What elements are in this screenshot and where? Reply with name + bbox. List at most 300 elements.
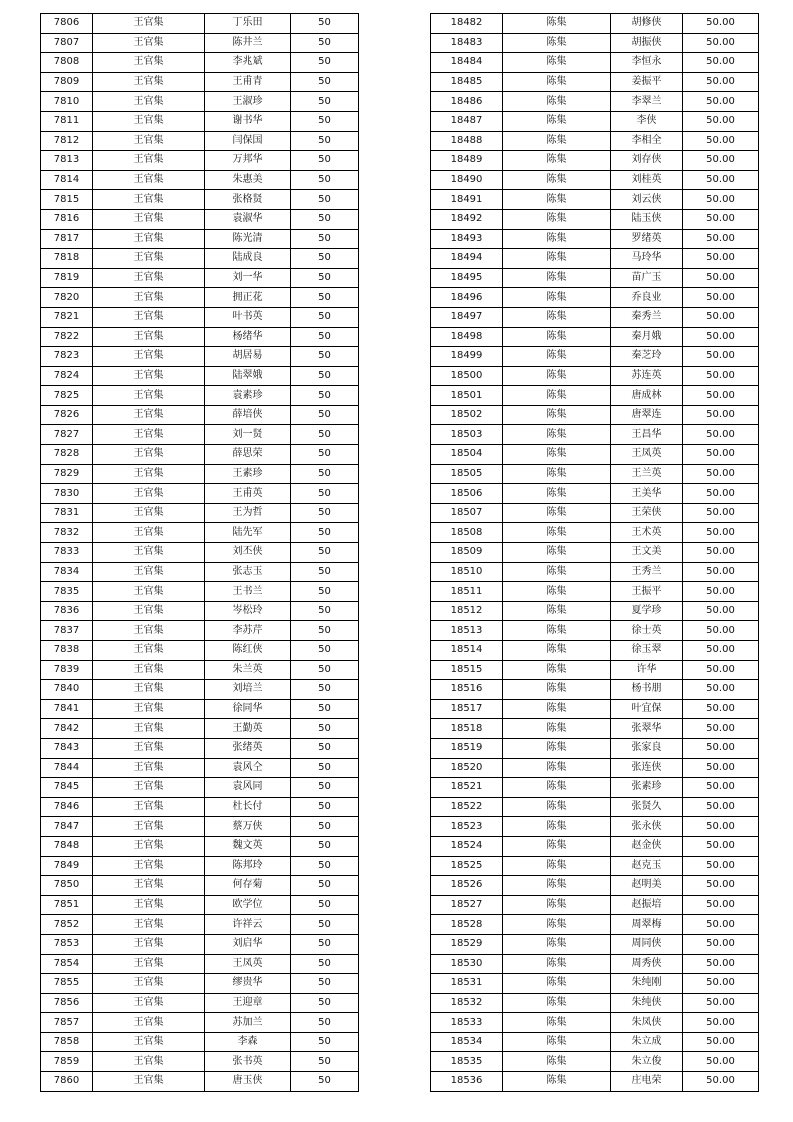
village-cell: 王官集 xyxy=(93,699,205,719)
village-cell: 陈集 xyxy=(503,288,611,308)
village-cell: 王官集 xyxy=(93,1072,205,1092)
table-row xyxy=(431,131,759,151)
name-cell: 胡修侠 xyxy=(611,14,683,34)
id-cell: 7824 xyxy=(41,366,93,386)
id-cell: 7851 xyxy=(41,895,93,915)
village-cell: 王官集 xyxy=(93,562,205,582)
table-row xyxy=(431,249,759,269)
village-cell: 王官集 xyxy=(93,327,205,347)
name-cell: 唐翠连 xyxy=(611,405,683,425)
amount-cell: 50 xyxy=(291,993,359,1013)
village-cell: 王官集 xyxy=(93,268,205,288)
amount-cell: 50 xyxy=(291,72,359,92)
amount-cell: 50 xyxy=(291,680,359,700)
table-row xyxy=(431,386,759,406)
village-cell: 王官集 xyxy=(93,209,205,229)
id-cell: 7819 xyxy=(41,268,93,288)
id-cell: 7806 xyxy=(41,14,93,34)
village-cell: 陈集 xyxy=(503,993,611,1013)
village-cell: 王官集 xyxy=(93,601,205,621)
name-cell: 杜长付 xyxy=(205,797,291,817)
name-cell: 李苏芹 xyxy=(205,621,291,641)
table-row xyxy=(41,738,359,758)
id-cell: 18492 xyxy=(431,209,503,229)
name-cell: 李翠兰 xyxy=(611,92,683,112)
table-row xyxy=(41,856,359,876)
village-cell: 王官集 xyxy=(93,307,205,327)
name-cell: 王美华 xyxy=(611,484,683,504)
table-row xyxy=(431,1013,759,1033)
id-cell: 18510 xyxy=(431,562,503,582)
amount-cell: 50.00 xyxy=(683,484,759,504)
id-cell: 18486 xyxy=(431,92,503,112)
village-cell: 陈集 xyxy=(503,974,611,994)
name-cell: 王凤英 xyxy=(205,954,291,974)
name-cell: 许华 xyxy=(611,660,683,680)
id-cell: 18524 xyxy=(431,836,503,856)
id-cell: 7816 xyxy=(41,209,93,229)
table-row xyxy=(41,993,359,1013)
name-cell: 陈井兰 xyxy=(205,33,291,53)
table-row xyxy=(431,14,759,34)
table-row xyxy=(41,699,359,719)
id-cell: 7814 xyxy=(41,170,93,190)
id-cell: 18529 xyxy=(431,934,503,954)
amount-cell: 50.00 xyxy=(683,582,759,602)
name-cell: 杨书朋 xyxy=(611,680,683,700)
id-cell: 7831 xyxy=(41,503,93,523)
id-cell: 7850 xyxy=(41,876,93,896)
name-cell: 赵金侠 xyxy=(611,836,683,856)
id-cell: 18503 xyxy=(431,425,503,445)
table-row xyxy=(41,425,359,445)
name-cell: 张永侠 xyxy=(611,817,683,837)
name-cell: 陈红侠 xyxy=(205,641,291,661)
name-cell: 叶书英 xyxy=(205,307,291,327)
table-row xyxy=(431,33,759,53)
id-cell: 18493 xyxy=(431,229,503,249)
name-cell: 夏学珍 xyxy=(611,601,683,621)
table-row xyxy=(431,425,759,445)
amount-cell: 50.00 xyxy=(683,915,759,935)
village-cell: 陈集 xyxy=(503,249,611,269)
id-cell: 18515 xyxy=(431,660,503,680)
amount-cell: 50.00 xyxy=(683,503,759,523)
amount-cell: 50.00 xyxy=(683,974,759,994)
village-cell: 陈集 xyxy=(503,484,611,504)
amount-cell: 50.00 xyxy=(683,33,759,53)
amount-cell: 50.00 xyxy=(683,92,759,112)
table-row xyxy=(431,954,759,974)
village-cell: 陈集 xyxy=(503,445,611,465)
name-cell: 刘桂英 xyxy=(611,170,683,190)
table-row xyxy=(41,836,359,856)
amount-cell: 50 xyxy=(291,464,359,484)
name-cell: 陆先军 xyxy=(205,523,291,543)
amount-cell: 50.00 xyxy=(683,601,759,621)
table-row xyxy=(41,797,359,817)
table-row xyxy=(431,53,759,73)
table-row xyxy=(41,53,359,73)
id-cell: 18514 xyxy=(431,641,503,661)
village-cell: 陈集 xyxy=(503,190,611,210)
id-cell: 7826 xyxy=(41,405,93,425)
village-cell: 陈集 xyxy=(503,680,611,700)
name-cell: 朱纯侠 xyxy=(611,993,683,1013)
id-cell: 18500 xyxy=(431,366,503,386)
village-cell: 陈集 xyxy=(503,229,611,249)
table-row xyxy=(41,974,359,994)
village-cell: 陈集 xyxy=(503,660,611,680)
table-row xyxy=(431,327,759,347)
village-cell: 王官集 xyxy=(93,719,205,739)
name-cell: 薛培侠 xyxy=(205,405,291,425)
amount-cell: 50 xyxy=(291,366,359,386)
amount-cell: 50 xyxy=(291,719,359,739)
amount-cell: 50 xyxy=(291,347,359,367)
table-row xyxy=(41,484,359,504)
amount-cell: 50.00 xyxy=(683,817,759,837)
village-cell: 陈集 xyxy=(503,836,611,856)
village-cell: 王官集 xyxy=(93,14,205,34)
village-cell: 王官集 xyxy=(93,347,205,367)
table-row xyxy=(431,915,759,935)
amount-cell: 50.00 xyxy=(683,209,759,229)
name-cell: 袁风同 xyxy=(205,778,291,798)
table-row xyxy=(431,974,759,994)
table-row xyxy=(431,268,759,288)
amount-cell: 50 xyxy=(291,1032,359,1052)
id-cell: 18506 xyxy=(431,484,503,504)
name-cell: 朱立成 xyxy=(611,1032,683,1052)
name-cell: 徐同华 xyxy=(205,699,291,719)
name-cell: 朱纯刚 xyxy=(611,974,683,994)
name-cell: 叶宜保 xyxy=(611,699,683,719)
amount-cell: 50 xyxy=(291,660,359,680)
id-cell: 18497 xyxy=(431,307,503,327)
id-cell: 7860 xyxy=(41,1072,93,1092)
id-cell: 18512 xyxy=(431,601,503,621)
table-row xyxy=(431,719,759,739)
village-cell: 陈集 xyxy=(503,621,611,641)
table-row xyxy=(41,288,359,308)
id-cell: 7827 xyxy=(41,425,93,445)
table-row xyxy=(431,641,759,661)
amount-cell: 50 xyxy=(291,621,359,641)
id-cell: 18513 xyxy=(431,621,503,641)
id-cell: 18534 xyxy=(431,1032,503,1052)
amount-cell: 50 xyxy=(291,797,359,817)
name-cell: 胡居易 xyxy=(205,347,291,367)
village-cell: 王官集 xyxy=(93,92,205,112)
village-cell: 陈集 xyxy=(503,209,611,229)
amount-cell: 50.00 xyxy=(683,719,759,739)
name-cell: 王勤英 xyxy=(205,719,291,739)
table-row xyxy=(41,895,359,915)
id-cell: 18521 xyxy=(431,778,503,798)
table-row xyxy=(41,464,359,484)
village-cell: 陈集 xyxy=(503,934,611,954)
table-row xyxy=(41,641,359,661)
table-row xyxy=(431,190,759,210)
village-cell: 陈集 xyxy=(503,582,611,602)
amount-cell: 50.00 xyxy=(683,366,759,386)
village-cell: 王官集 xyxy=(93,170,205,190)
village-cell: 王官集 xyxy=(93,1032,205,1052)
id-cell: 18502 xyxy=(431,405,503,425)
table-row xyxy=(431,92,759,112)
name-cell: 王文美 xyxy=(611,543,683,563)
table-row xyxy=(431,601,759,621)
id-cell: 18533 xyxy=(431,1013,503,1033)
amount-cell: 50 xyxy=(291,1052,359,1072)
table-row xyxy=(41,366,359,386)
id-cell: 18536 xyxy=(431,1072,503,1092)
name-cell: 朱兰英 xyxy=(205,660,291,680)
table-row xyxy=(41,582,359,602)
name-cell: 王甫英 xyxy=(205,484,291,504)
id-cell: 18526 xyxy=(431,876,503,896)
id-cell: 7825 xyxy=(41,386,93,406)
id-cell: 7842 xyxy=(41,719,93,739)
id-cell: 18509 xyxy=(431,543,503,563)
name-cell: 张志玉 xyxy=(205,562,291,582)
name-cell: 唐成林 xyxy=(611,386,683,406)
id-cell: 18531 xyxy=(431,974,503,994)
amount-cell: 50 xyxy=(291,934,359,954)
village-cell: 王官集 xyxy=(93,582,205,602)
id-cell: 18527 xyxy=(431,895,503,915)
name-cell: 刘云侠 xyxy=(611,190,683,210)
id-cell: 18507 xyxy=(431,503,503,523)
name-cell: 王荣侠 xyxy=(611,503,683,523)
amount-cell: 50 xyxy=(291,817,359,837)
village-cell: 王官集 xyxy=(93,523,205,543)
id-cell: 7820 xyxy=(41,288,93,308)
village-cell: 王官集 xyxy=(93,778,205,798)
id-cell: 7849 xyxy=(41,856,93,876)
name-cell: 马玲华 xyxy=(611,249,683,269)
amount-cell: 50 xyxy=(291,327,359,347)
id-cell: 7856 xyxy=(41,993,93,1013)
id-cell: 18517 xyxy=(431,699,503,719)
id-cell: 18491 xyxy=(431,190,503,210)
id-cell: 18508 xyxy=(431,523,503,543)
id-cell: 7837 xyxy=(41,621,93,641)
name-cell: 陆翠娥 xyxy=(205,366,291,386)
id-cell: 18528 xyxy=(431,915,503,935)
amount-cell: 50 xyxy=(291,386,359,406)
id-cell: 18523 xyxy=(431,817,503,837)
amount-cell: 50 xyxy=(291,405,359,425)
amount-cell: 50.00 xyxy=(683,111,759,131)
table-row xyxy=(41,601,359,621)
name-cell: 魏文英 xyxy=(205,836,291,856)
table-row xyxy=(41,934,359,954)
amount-cell: 50.00 xyxy=(683,778,759,798)
table-row xyxy=(41,190,359,210)
table-row xyxy=(431,1032,759,1052)
table-row xyxy=(41,876,359,896)
amount-cell: 50 xyxy=(291,836,359,856)
village-cell: 王官集 xyxy=(93,288,205,308)
name-cell: 张素珍 xyxy=(611,778,683,798)
table-row xyxy=(431,503,759,523)
name-cell: 陆成良 xyxy=(205,249,291,269)
amount-cell: 50.00 xyxy=(683,386,759,406)
name-cell: 刘培兰 xyxy=(205,680,291,700)
name-cell: 陈光清 xyxy=(205,229,291,249)
name-cell: 王兰英 xyxy=(611,464,683,484)
village-cell: 陈集 xyxy=(503,954,611,974)
village-cell: 陈集 xyxy=(503,1032,611,1052)
name-cell: 李恒永 xyxy=(611,53,683,73)
id-cell: 7855 xyxy=(41,974,93,994)
amount-cell: 50.00 xyxy=(683,856,759,876)
village-cell: 王官集 xyxy=(93,543,205,563)
name-cell: 王迎章 xyxy=(205,993,291,1013)
name-cell: 袁素珍 xyxy=(205,386,291,406)
table-row xyxy=(41,1032,359,1052)
amount-cell: 50.00 xyxy=(683,347,759,367)
amount-cell: 50 xyxy=(291,1072,359,1092)
id-cell: 7857 xyxy=(41,1013,93,1033)
name-cell: 徐士英 xyxy=(611,621,683,641)
amount-cell: 50.00 xyxy=(683,934,759,954)
id-cell: 7821 xyxy=(41,307,93,327)
id-cell: 7839 xyxy=(41,660,93,680)
id-cell: 7811 xyxy=(41,111,93,131)
table-row xyxy=(431,660,759,680)
name-cell: 王甫青 xyxy=(205,72,291,92)
amount-cell: 50 xyxy=(291,33,359,53)
table-row xyxy=(431,797,759,817)
amount-cell: 50.00 xyxy=(683,543,759,563)
amount-cell: 50.00 xyxy=(683,660,759,680)
table-row xyxy=(41,523,359,543)
name-cell: 缪贵华 xyxy=(205,974,291,994)
name-cell: 王振平 xyxy=(611,582,683,602)
amount-cell: 50 xyxy=(291,503,359,523)
amount-cell: 50 xyxy=(291,190,359,210)
id-cell: 7840 xyxy=(41,680,93,700)
name-cell: 王书兰 xyxy=(205,582,291,602)
amount-cell: 50.00 xyxy=(683,170,759,190)
amount-cell: 50.00 xyxy=(683,641,759,661)
amount-cell: 50 xyxy=(291,738,359,758)
village-cell: 陈集 xyxy=(503,1052,611,1072)
village-cell: 王官集 xyxy=(93,641,205,661)
table-row xyxy=(431,876,759,896)
name-cell: 王淑珍 xyxy=(205,92,291,112)
name-cell: 张格贤 xyxy=(205,190,291,210)
name-cell: 朱凤侠 xyxy=(611,1013,683,1033)
amount-cell: 50.00 xyxy=(683,699,759,719)
id-cell: 7854 xyxy=(41,954,93,974)
name-cell: 苏加兰 xyxy=(205,1013,291,1033)
table-row xyxy=(41,405,359,425)
village-cell: 王官集 xyxy=(93,621,205,641)
table-row xyxy=(431,817,759,837)
village-cell: 陈集 xyxy=(503,758,611,778)
name-cell: 欧学位 xyxy=(205,895,291,915)
village-cell: 王官集 xyxy=(93,974,205,994)
village-cell: 陈集 xyxy=(503,14,611,34)
amount-cell: 50.00 xyxy=(683,758,759,778)
id-cell: 7823 xyxy=(41,347,93,367)
id-cell: 7830 xyxy=(41,484,93,504)
amount-cell: 50.00 xyxy=(683,268,759,288)
table-row xyxy=(41,915,359,935)
amount-cell: 50 xyxy=(291,268,359,288)
village-cell: 王官集 xyxy=(93,738,205,758)
amount-cell: 50.00 xyxy=(683,131,759,151)
id-cell: 7813 xyxy=(41,151,93,171)
table-row xyxy=(431,836,759,856)
village-cell: 陈集 xyxy=(503,53,611,73)
amount-cell: 50 xyxy=(291,445,359,465)
name-cell: 许祥云 xyxy=(205,915,291,935)
name-cell: 徐玉翠 xyxy=(611,641,683,661)
amount-cell: 50.00 xyxy=(683,72,759,92)
amount-cell: 50.00 xyxy=(683,405,759,425)
amount-cell: 50.00 xyxy=(683,425,759,445)
name-cell: 苏连英 xyxy=(611,366,683,386)
village-cell: 陈集 xyxy=(503,111,611,131)
id-cell: 7809 xyxy=(41,72,93,92)
village-cell: 陈集 xyxy=(503,327,611,347)
id-cell: 7852 xyxy=(41,915,93,935)
name-cell: 张连侠 xyxy=(611,758,683,778)
village-cell: 王官集 xyxy=(93,954,205,974)
village-cell: 王官集 xyxy=(93,72,205,92)
id-cell: 7833 xyxy=(41,543,93,563)
name-cell: 庄电荣 xyxy=(611,1072,683,1092)
id-cell: 18499 xyxy=(431,347,503,367)
id-cell: 7838 xyxy=(41,641,93,661)
table-row xyxy=(431,1072,759,1092)
name-cell: 张家良 xyxy=(611,738,683,758)
name-cell: 薛思荣 xyxy=(205,445,291,465)
village-cell: 陈集 xyxy=(503,503,611,523)
village-cell: 陈集 xyxy=(503,151,611,171)
table-row xyxy=(431,778,759,798)
amount-cell: 50.00 xyxy=(683,876,759,896)
table-row xyxy=(41,131,359,151)
id-cell: 18520 xyxy=(431,758,503,778)
table-row xyxy=(41,778,359,798)
amount-cell: 50 xyxy=(291,974,359,994)
village-cell: 王官集 xyxy=(93,249,205,269)
village-cell: 陈集 xyxy=(503,562,611,582)
id-cell: 18516 xyxy=(431,680,503,700)
name-cell: 苗广玉 xyxy=(611,268,683,288)
table-row xyxy=(41,680,359,700)
amount-cell: 50.00 xyxy=(683,445,759,465)
table-row xyxy=(431,151,759,171)
id-cell: 18482 xyxy=(431,14,503,34)
amount-cell: 50 xyxy=(291,758,359,778)
table-row xyxy=(41,229,359,249)
id-cell: 7844 xyxy=(41,758,93,778)
table-row xyxy=(41,719,359,739)
id-cell: 18511 xyxy=(431,582,503,602)
name-cell: 岑松玲 xyxy=(205,601,291,621)
name-cell: 陈邦玲 xyxy=(205,856,291,876)
amount-cell: 50 xyxy=(291,523,359,543)
amount-cell: 50.00 xyxy=(683,53,759,73)
name-cell: 蔡万侠 xyxy=(205,817,291,837)
